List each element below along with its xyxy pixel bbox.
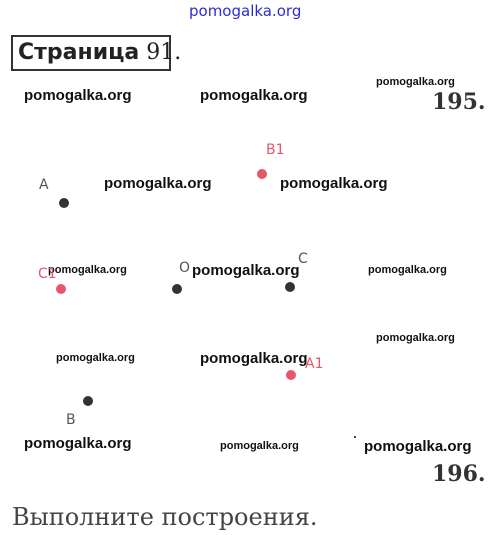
watermark: pomogalka.org [56, 352, 135, 364]
point-label-a: A [39, 177, 49, 193]
point-a1 [286, 370, 296, 380]
watermark: pomogalka.org [376, 332, 455, 344]
watermark: pomogalka.org [376, 76, 455, 88]
point-c1 [56, 284, 66, 294]
point-label-b: B [66, 412, 76, 428]
point-o [172, 284, 182, 294]
point-label-b1: B1 [266, 142, 285, 158]
watermark: pomogalka.org [280, 175, 388, 192]
watermark: pomogalka.org [104, 175, 212, 192]
watermark: pomogalka.org [192, 262, 300, 279]
point-c [285, 282, 295, 292]
point-a [59, 198, 69, 208]
watermark: pomogalka.org [220, 440, 299, 452]
point-label-c: C [298, 251, 308, 267]
task-instruction: Выполните построения. [12, 503, 318, 531]
watermark: pomogalka.org [24, 87, 132, 104]
task-number-196: 196. [432, 461, 486, 487]
point-b1 [257, 169, 267, 179]
page-title [18, 40, 181, 65]
watermark: pomogalka.org [200, 87, 308, 104]
task-number-195: 195. [432, 89, 486, 115]
site-link[interactable]: pomogalka.org [189, 2, 302, 20]
point-label-o: O [179, 260, 191, 276]
point-label-c1: C1 [38, 266, 57, 282]
watermark: pomogalka.org [24, 435, 132, 452]
watermark: pomogalka.org [364, 438, 472, 455]
page-title-word: Страница [18, 40, 140, 65]
watermark: pomogalka.org [368, 264, 447, 276]
watermark: pomogalka.org [48, 264, 127, 276]
page-title-number: 91. [146, 40, 182, 65]
stray-dot [354, 436, 356, 438]
watermark: pomogalka.org [200, 350, 308, 367]
point-b [83, 396, 93, 406]
point-label-a1: A1 [305, 356, 324, 372]
